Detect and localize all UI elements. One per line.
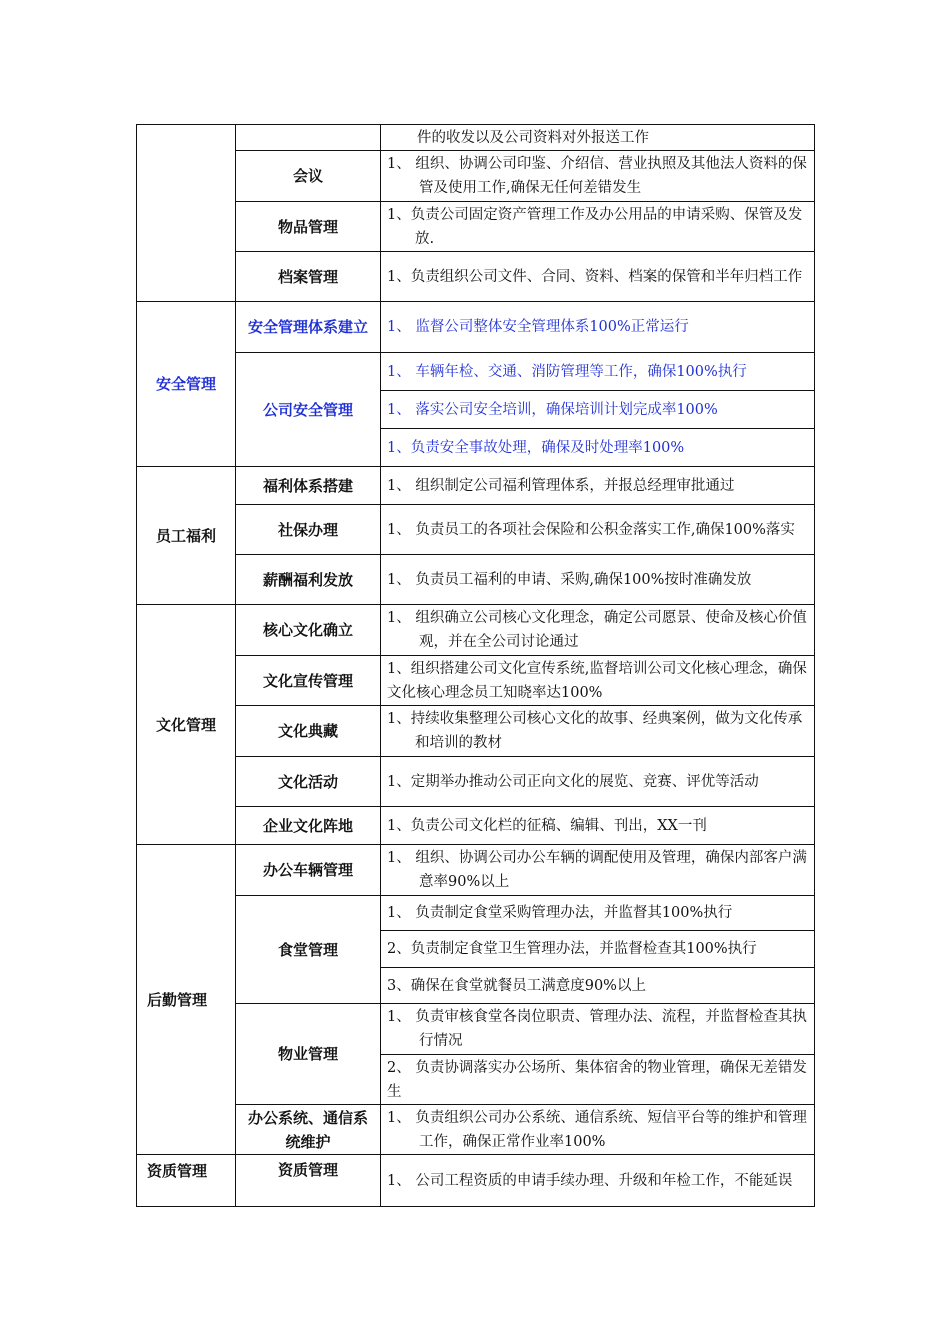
subcategory-cell: 文化典藏 <box>236 706 381 757</box>
table-row <box>137 151 815 202</box>
subcategory-cell: 薪酬福利发放 <box>236 555 381 605</box>
duty-cell <box>381 252 815 302</box>
duty-cell: 1、定期举办推动公司正向文化的展览、竞赛、评优等活动 <box>381 757 815 807</box>
subcategory-cell: 物业管理 <box>236 1004 381 1105</box>
subcategory-cell: 办公车辆管理 <box>236 845 381 896</box>
duty-text: 1、 公司工程资质的申请手续办理、升级和年检工作，不能延误 <box>387 1172 793 1189</box>
duty-cell <box>381 706 815 757</box>
duty-cell: 1、组织搭建公司文化宣传系统,监督培训公司文化核心理念，确保文化核心理念员工知晓率达100% <box>381 656 815 706</box>
category-cell: 后勤管理 <box>137 845 236 1155</box>
duty-cell: 2、负责制定食堂卫生管理办法，并监督检查其100%执行 <box>381 931 815 968</box>
table-row <box>137 896 815 931</box>
subcategory-cell: 文化活动 <box>236 757 381 807</box>
table-row <box>137 555 815 605</box>
subcategory-cell: 安全管理体系建立 <box>236 302 381 353</box>
category-cell: 文化管理 <box>137 605 236 845</box>
category-cell: 资质管理 <box>137 1155 236 1207</box>
category-cell <box>137 125 236 302</box>
subcategory-cell: 公司安全管理 <box>236 353 381 467</box>
table-row <box>137 202 815 252</box>
duty-cell <box>381 1004 815 1055</box>
subcategory-cell: 食堂管理 <box>236 896 381 1004</box>
table-row <box>137 252 815 302</box>
subcategory-cell: 文化宣传管理 <box>236 656 381 706</box>
subcategory-cell: 核心文化确立 <box>236 605 381 656</box>
table-row <box>137 1155 815 1207</box>
subcategory-cell: 资质管理 <box>236 1155 381 1207</box>
duty-text: 1、 负责员工福利的申请、采购,确保100%按时准确发放 <box>387 571 752 588</box>
table-row <box>137 302 815 353</box>
duty-cell <box>381 605 815 656</box>
table-row <box>137 505 815 555</box>
table-row <box>137 125 815 151</box>
subcategory-cell: 会议 <box>236 151 381 202</box>
table-row <box>137 706 815 757</box>
duty-text: 1、 负责审核食堂各岗位职责、管理办法、流程，并监督检查其执行情况 <box>387 1009 807 1049</box>
table-row <box>137 353 815 391</box>
duty-cell <box>381 202 815 252</box>
duty-text: 1、 组织、协调公司办公车辆的调配使用及管理，确保内部客户满意率90%以上 <box>387 850 807 890</box>
responsibility-table <box>136 124 815 1207</box>
subcategory-cell: 社保办理 <box>236 505 381 555</box>
table-row <box>137 845 815 896</box>
duty-cell: 1、负责安全事故处理，确保及时处理率100% <box>381 429 815 467</box>
duty-cell: 1、 落实公司安全培训，确保培训计划完成率100% <box>381 391 815 429</box>
duty-text: 1、负责公司固定资产管理工作及办公用品的申请采购、保管及发放. <box>387 206 803 247</box>
duty-cell: 1、 负责制定食堂采购管理办法，并监督其100%执行 <box>381 896 815 931</box>
duty-cell <box>381 1105 815 1155</box>
duty-cell: 1、负责公司文化栏的征稿、编辑、刊出，XX一刊 <box>381 807 815 845</box>
duty-cell: 1、 车辆年检、交通、消防管理等工作，确保100%执行 <box>381 353 815 391</box>
table-row <box>137 1105 815 1155</box>
duty-cell: 件的收发以及公司资料对外报送工作 <box>381 125 815 151</box>
duty-text: 1、 负责组织公司办公系统、通信系统、短信平台等的维护和管理工作，确保正常作业率100% <box>387 1109 807 1150</box>
table-row <box>137 467 815 505</box>
subcategory-cell: 办公系统、通信系统维护 <box>236 1105 381 1155</box>
duty-cell <box>381 845 815 896</box>
duty-text: 1、 组织、协调公司印鉴、介绍信、营业执照及其他法人资料的保管及使用工作,确保无任何差错发生 <box>387 156 807 196</box>
duty-cell: 2、 负责协调落实办公场所、集体宿舍的物业管理，确保无差错发生 <box>381 1055 815 1105</box>
subcategory-cell: 档案管理 <box>236 252 381 302</box>
duty-text: 1、 组织确立公司核心文化理念，确定公司愿景、使命及核心价值观，并在全公司讨论通过 <box>387 610 807 650</box>
category-cell: 员工福利 <box>137 467 236 605</box>
subcategory-cell: 物品管理 <box>236 202 381 252</box>
duty-text: 1、负责组织公司文件、合同、资料、档案的保管和半年归档工作 <box>387 268 803 285</box>
duty-cell: 3、确保在食堂就餐员工满意度90%以上 <box>381 968 815 1004</box>
duty-cell: 1、 组织制定公司福利管理体系，并报总经理审批通过 <box>381 467 815 505</box>
subcategory-cell: 企业文化阵地 <box>236 807 381 845</box>
duty-cell <box>381 151 815 202</box>
table-row <box>137 656 815 706</box>
subcategory-cell: 福利体系搭建 <box>236 467 381 505</box>
table-row <box>137 807 815 845</box>
table-row <box>137 1004 815 1055</box>
duty-cell: 1、 监督公司整体安全管理体系100%正常运行 <box>381 302 815 353</box>
duty-text: 1、 负责员工的各项社会保险和公积金落实工作,确保100%落实 <box>387 521 795 538</box>
table-row <box>137 605 815 656</box>
category-cell: 安全管理 <box>137 302 236 467</box>
subcategory-cell <box>236 125 381 151</box>
duty-cell <box>381 555 815 605</box>
duty-cell <box>381 505 815 555</box>
duty-text: 1、持续收集整理公司核心文化的故事、经典案例，做为文化传承和培训的教材 <box>387 711 803 751</box>
table-row <box>137 757 815 807</box>
duty-cell <box>381 1155 815 1207</box>
